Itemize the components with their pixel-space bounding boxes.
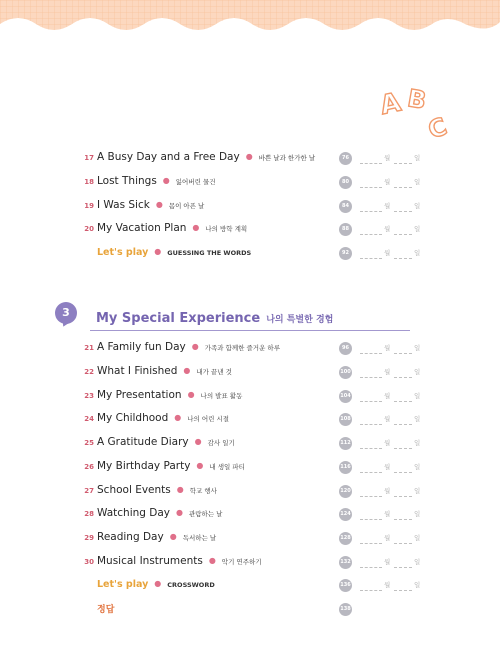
lesson-title-en: A Family fun Day <box>97 341 186 353</box>
lesson-title <box>97 484 217 496</box>
page-number-badge: 96 <box>339 342 352 355</box>
page-number-badge: 80 <box>339 176 352 189</box>
date-fill-in[interactable]: 월 일 <box>360 199 422 213</box>
lesson-number: 30 <box>84 558 94 566</box>
lesson-title <box>97 341 280 353</box>
toc-row-27[interactable] <box>82 484 422 500</box>
section-title-kor: 나의 특별한 경험 <box>266 315 334 325</box>
lesson-title-kor: 나의 어린 시절 <box>187 415 230 423</box>
lesson-number: 25 <box>84 439 94 447</box>
lesson-title <box>97 460 245 472</box>
bullet-dot-icon: ● <box>155 200 163 209</box>
abc-letters-decoration <box>376 78 462 144</box>
lets-play-title <box>97 246 251 258</box>
lets-play-subtitle: GUESSING THE WORDS <box>167 249 252 257</box>
lesson-number: 27 <box>84 487 94 495</box>
lesson-title-en: My Presentation <box>97 389 182 401</box>
bullet-dot-icon: ● <box>169 532 177 541</box>
bullet-dot-icon: ● <box>196 461 204 470</box>
lesson-title-en: My Vacation Plan <box>97 222 187 234</box>
lesson-title-en: A Gratitude Diary <box>97 436 189 448</box>
lesson-title-en: Musical Instruments <box>97 555 203 567</box>
lesson-title-kor: 악기 연주하기 <box>221 558 262 566</box>
lesson-title-kor: 감사 일기 <box>207 439 235 447</box>
lesson-number: 29 <box>84 534 94 542</box>
page-number-badge: 136 <box>339 579 352 592</box>
date-fill-in[interactable]: 월 일 <box>360 389 422 403</box>
lesson-title-en: My Childhood <box>97 412 169 424</box>
date-fill-in[interactable]: 월 일 <box>360 151 422 165</box>
date-fill-in[interactable]: 월 일 <box>360 507 422 521</box>
toc-row-30[interactable] <box>82 555 422 571</box>
toc-row-answers[interactable] <box>82 602 422 618</box>
lesson-title-kor: 바쁜 날과 한가한 날 <box>258 154 316 162</box>
bullet-dot-icon: ● <box>192 223 200 232</box>
date-fill-in[interactable]: 월 일 <box>360 222 422 236</box>
lesson-number: 17 <box>84 154 94 162</box>
lesson-title-kor: 학교 행사 <box>189 487 217 495</box>
date-fill-in[interactable]: 월 일 <box>360 412 422 426</box>
lesson-title-kor: 몸이 아픈 날 <box>168 202 205 210</box>
page-number-badge: 100 <box>339 366 352 379</box>
page-number-badge: 92 <box>339 247 352 260</box>
lesson-title-en: A Busy Day and a Free Day <box>97 151 240 163</box>
page-number-badge: 84 <box>339 200 352 213</box>
lets-play-title <box>97 578 215 590</box>
page-number-badge: 108 <box>339 413 352 426</box>
bullet-dot-icon: ● <box>176 508 183 517</box>
toc-row-17[interactable] <box>82 151 422 167</box>
page-number-badge: 88 <box>339 223 352 236</box>
toc-row-22[interactable] <box>82 365 422 381</box>
lesson-title-kor: 잃어버린 물건 <box>175 178 216 186</box>
date-fill-in[interactable]: 월 일 <box>360 531 422 545</box>
page-number-badge: 120 <box>339 485 352 498</box>
section-number-badge: 3 <box>55 302 77 324</box>
date-fill-in[interactable]: 월 일 <box>360 555 422 569</box>
lesson-number: 22 <box>84 368 94 376</box>
lesson-title-en: School Events <box>97 484 171 496</box>
lesson-title-en: Lost Things <box>97 175 157 187</box>
bullet-dot-icon: ● <box>162 176 170 185</box>
lesson-title-kor: 내 생일 파티 <box>209 463 245 471</box>
letter-b: B <box>405 84 429 115</box>
lesson-title <box>97 199 204 211</box>
date-fill-in[interactable]: 월 일 <box>360 365 422 379</box>
bullet-dot-icon: ● <box>183 366 191 375</box>
bullet-dot-icon: ● <box>208 556 216 565</box>
page-number-badge: 124 <box>339 508 352 521</box>
lesson-title <box>97 531 216 543</box>
lesson-number: 28 <box>84 510 94 518</box>
toc-row-20[interactable] <box>82 222 422 238</box>
toc-row-19[interactable] <box>82 199 422 215</box>
letter-a: A <box>377 87 404 122</box>
bullet-dot-icon: ● <box>245 152 253 161</box>
answers-label: 정답 <box>97 605 115 615</box>
lesson-title <box>97 222 247 234</box>
toc-row-lets-play-guessing[interactable] <box>82 246 422 262</box>
wavy-grid-header <box>0 0 500 40</box>
lesson-title <box>97 389 242 401</box>
toc-row-23[interactable] <box>82 389 422 405</box>
date-fill-in[interactable]: 월 일 <box>360 341 422 355</box>
answers-title <box>97 602 114 615</box>
lesson-number: 20 <box>84 225 94 233</box>
date-fill-in[interactable]: 월 일 <box>360 578 422 592</box>
page-number-badge: 132 <box>339 556 352 569</box>
toc-row-26[interactable] <box>82 460 422 476</box>
toc-row-28[interactable] <box>82 507 422 523</box>
toc-row-24[interactable] <box>82 412 422 428</box>
lesson-title-kor: 독서하는 날 <box>182 534 217 542</box>
toc-row-18[interactable] <box>82 175 422 191</box>
lesson-title-en: My Birthday Party <box>97 460 191 472</box>
letter-c: C <box>424 112 451 144</box>
bullet-dot-icon: ● <box>154 247 162 256</box>
section-divider <box>90 330 410 331</box>
lesson-title-kor: 관람하는 날 <box>188 510 223 518</box>
lesson-number: 21 <box>84 344 94 352</box>
lesson-title-kor: 나의 발표 활동 <box>200 392 243 400</box>
lesson-title-kor: 내가 끝낸 것 <box>196 368 232 376</box>
lets-play-subtitle: CROSSWORD <box>167 581 215 589</box>
date-fill-in[interactable]: 월 일 <box>360 246 422 260</box>
lesson-title <box>97 175 216 187</box>
lesson-title-en: Reading Day <box>97 531 164 543</box>
page-number-badge: 138 <box>339 603 352 616</box>
lesson-title <box>97 436 235 448</box>
bullet-dot-icon: ● <box>194 437 202 446</box>
lesson-number: 18 <box>84 178 94 186</box>
lets-play-label: Let's play <box>97 247 149 258</box>
page-number-badge: 104 <box>339 390 352 403</box>
lesson-title <box>97 151 315 163</box>
toc-row-21[interactable] <box>82 341 422 357</box>
page-number-badge: 112 <box>339 437 352 450</box>
toc-row-25[interactable] <box>82 436 422 452</box>
lesson-number: 23 <box>84 392 94 400</box>
lesson-title-kor: 가족과 함께한 즐거운 하루 <box>204 344 280 352</box>
date-fill-in[interactable]: 월 일 <box>360 460 422 474</box>
date-fill-in[interactable]: 월 일 <box>360 436 422 450</box>
bullet-dot-icon: ● <box>191 342 199 351</box>
date-fill-in[interactable]: 월 일 <box>360 484 422 498</box>
section-title <box>96 311 333 326</box>
bullet-dot-icon: ● <box>174 413 182 422</box>
lesson-number: 26 <box>84 463 94 471</box>
toc-row-29[interactable] <box>82 531 422 547</box>
lesson-title-en: What I Finished <box>97 365 178 377</box>
page-number-badge: 116 <box>339 461 352 474</box>
lesson-title <box>97 412 229 424</box>
toc-row-lets-play-crossword[interactable] <box>82 578 422 594</box>
lesson-title <box>97 365 232 377</box>
lesson-title <box>97 555 262 567</box>
bullet-dot-icon: ● <box>154 579 162 588</box>
page-number-badge: 76 <box>339 152 352 165</box>
lesson-number: 24 <box>84 415 94 423</box>
lesson-title-en: Watching Day <box>97 507 170 519</box>
lesson-title <box>97 507 222 519</box>
lets-play-label: Let's play <box>97 579 149 590</box>
lesson-title-kor: 나의 방학 계획 <box>205 225 248 233</box>
lesson-title-en: I Was Sick <box>97 199 150 211</box>
page-number-badge: 128 <box>339 532 352 545</box>
date-fill-in[interactable]: 월 일 <box>360 175 422 189</box>
bullet-dot-icon: ● <box>176 485 184 494</box>
lesson-number: 19 <box>84 202 94 210</box>
bullet-dot-icon: ● <box>187 390 195 399</box>
section-title-en: My Special Experience <box>96 311 261 326</box>
